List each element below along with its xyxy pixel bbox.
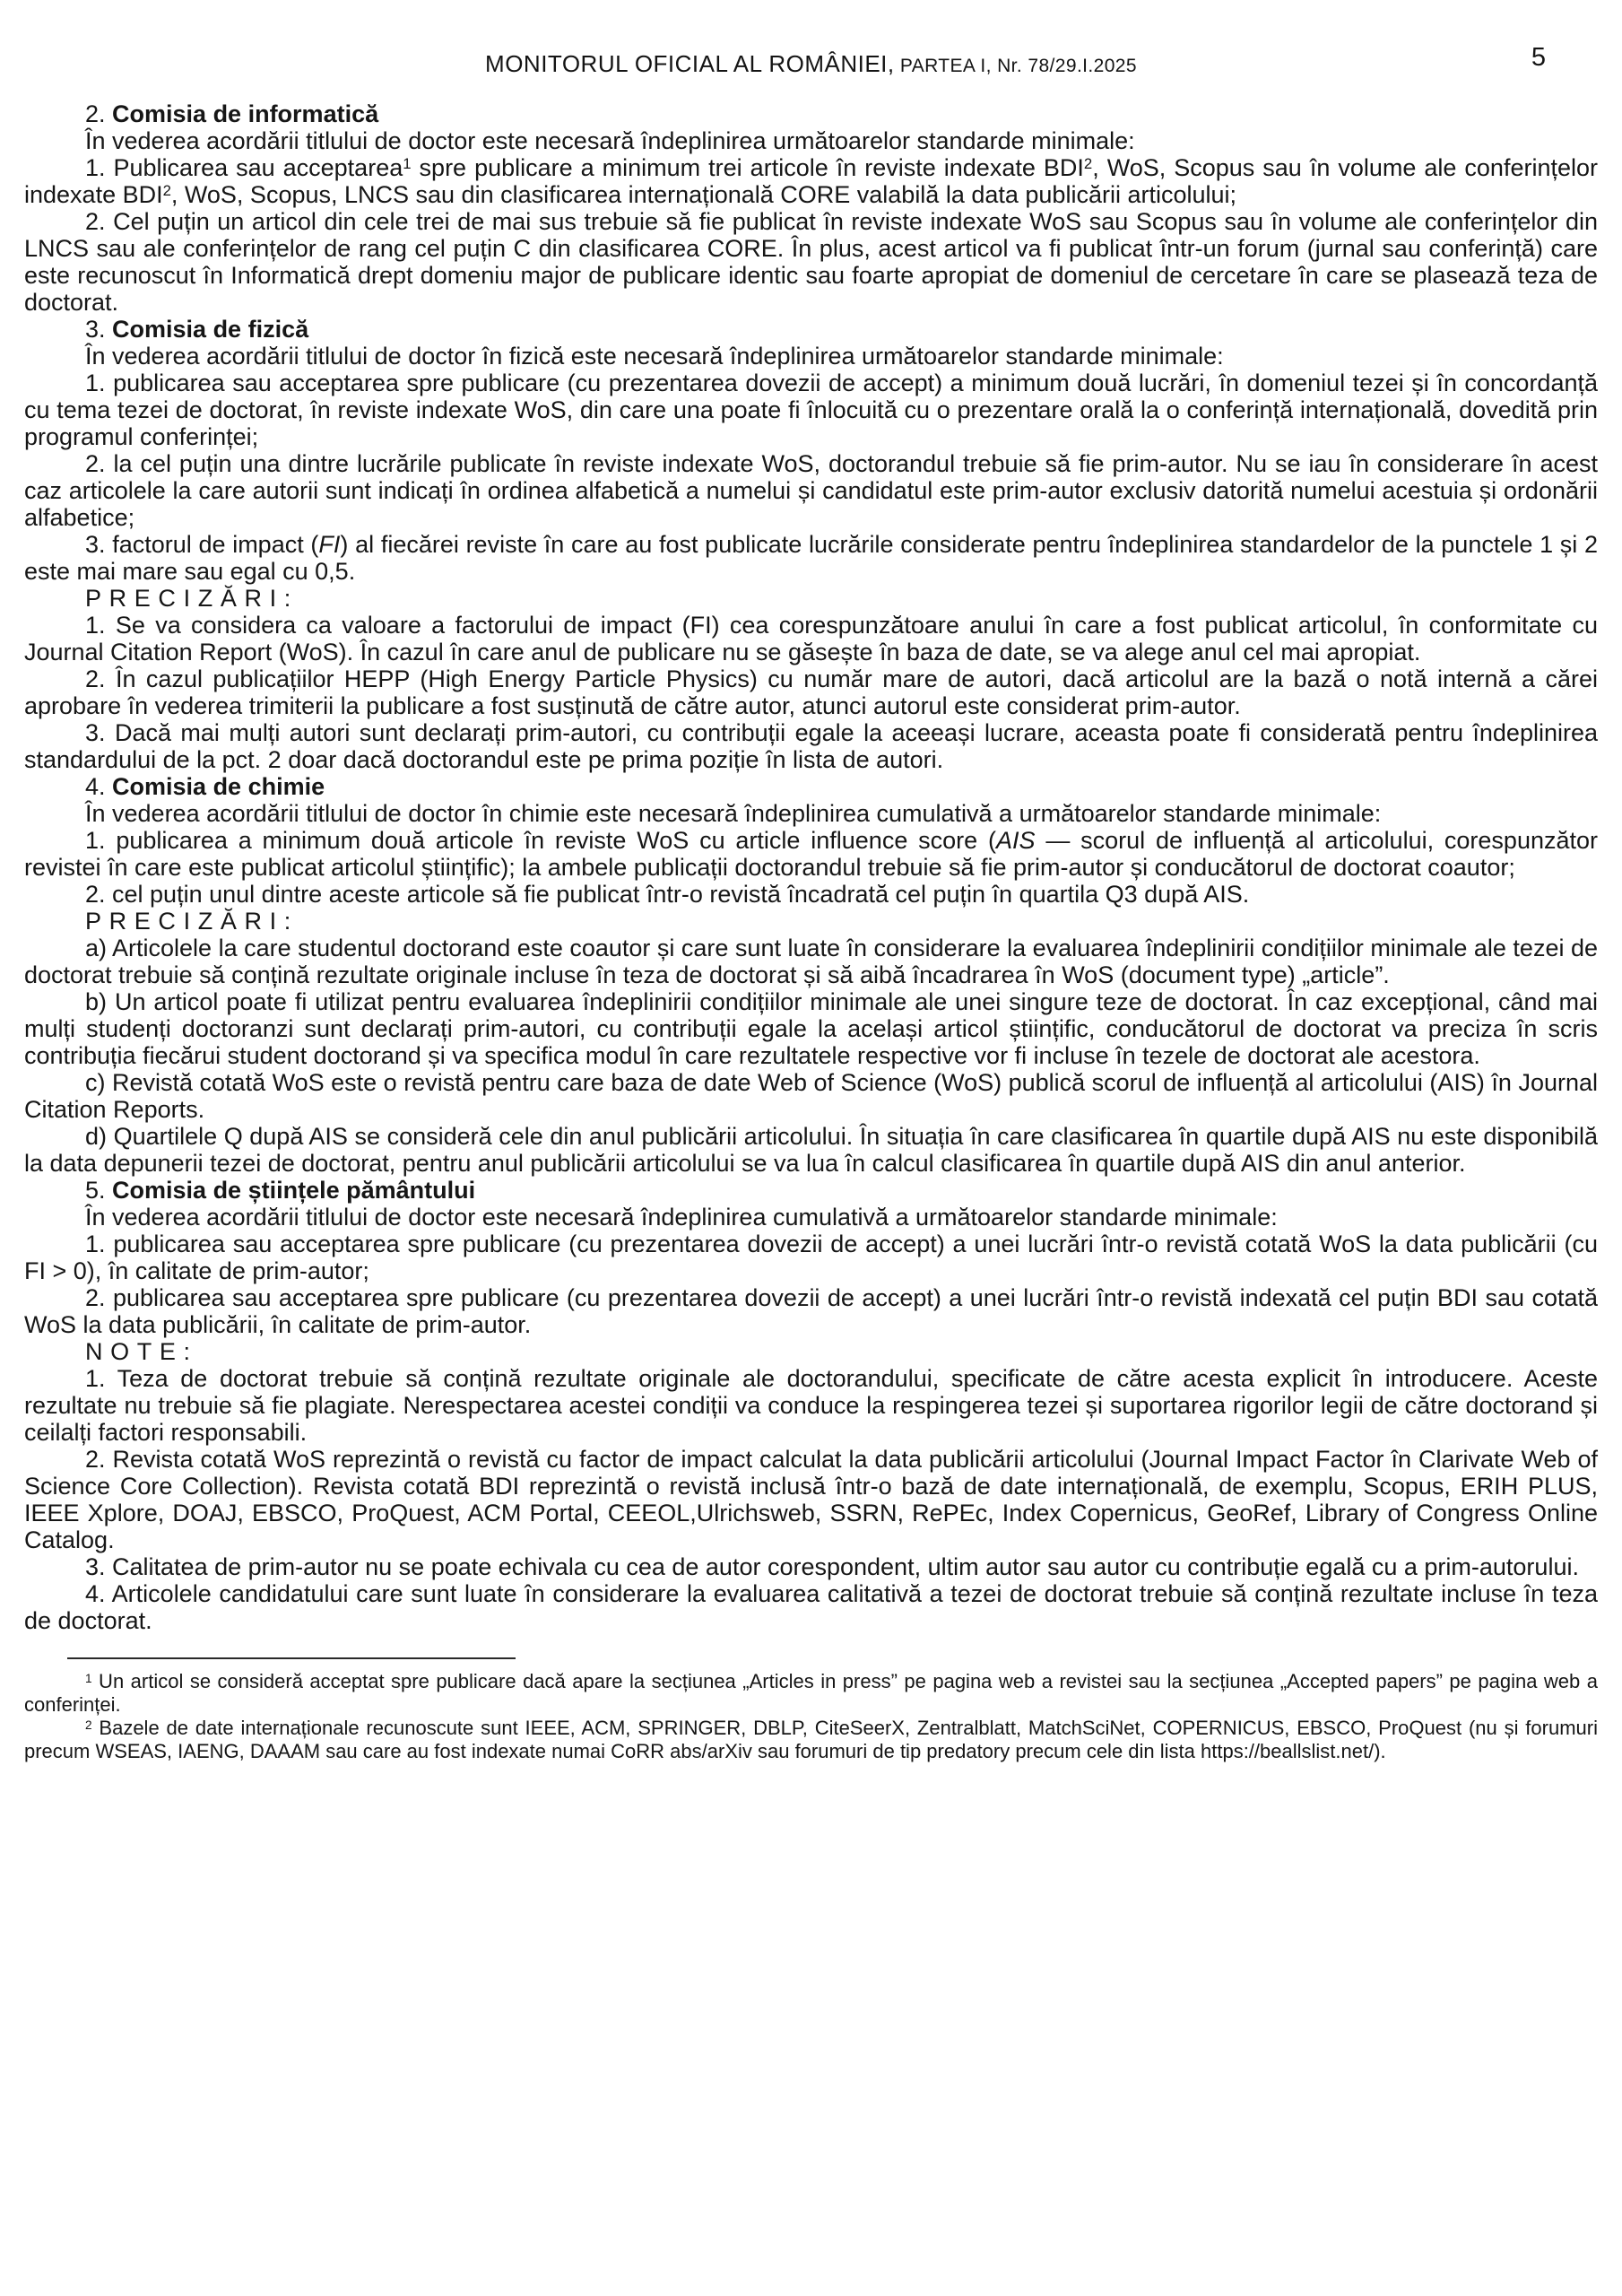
text-run: 2. bbox=[85, 100, 113, 127]
paragraph bbox=[24, 719, 1598, 773]
section-heading bbox=[24, 1177, 1598, 1204]
subsection-label bbox=[24, 585, 1598, 612]
subsection-label bbox=[24, 1338, 1598, 1365]
paragraph bbox=[24, 450, 1598, 531]
paragraph bbox=[24, 154, 1598, 208]
footnote-reference: 2 bbox=[162, 182, 171, 200]
text-run: NOTE: bbox=[85, 1338, 198, 1365]
section-heading bbox=[24, 316, 1598, 343]
text-run: 4. Articolele candidatului care sunt luate în considerare la evaluarea calitativă a tezei de doctorat trebuie să conțină rezultate incluse în teza de doctorat. bbox=[24, 1580, 1598, 1634]
section-heading bbox=[24, 100, 1598, 127]
paragraph bbox=[24, 988, 1598, 1069]
journal-title-part: PARTEA I, Nr. 78/29.I.2025 bbox=[894, 56, 1137, 76]
text-run: 2. la cel puțin una dintre lucrările publicate în reviste indexate WoS, doctorandul trebuie să fie prim-autor. Nu se iau în considerare în acest caz articolele la care autorii sunt indicați în ordinea alfabetică a numelui și candidatul este prim-autor exclusiv datorită numelui acestuia și ordonării alfabetice; bbox=[24, 450, 1598, 531]
text-run: 2. Revista cotată WoS reprezintă o revistă cu factor de impact calculat la data publicării articolului (Journal Impact Factor în Clarivate Web of Science Core Collection). Revista cotată BDI reprezintă o revistă inclusă într-o bază de date internațională, de exemplu, Scopus, ERIH PLUS, IEEE Xplore, DOAJ, EBSCO, ProQuest, ACM Portal, CEEOL,Ulrichsweb, SSRN, RePEc, Index Copernicus, GeoRef, Library of Congress Online Catalog. bbox=[24, 1446, 1598, 1553]
text-run: — scorul de influență al articolului, corespunzător revistei în care este publicat articolul științific); la ambele publicații doctorandul trebuie să fie prim-autor și conducătorul de doctorat coautor; bbox=[24, 827, 1599, 881]
text-run: În vederea acordării titlului de doctor în chimie este necesară îndeplinirea cumulativă a următoarelor standarde minimale: bbox=[85, 800, 1382, 827]
paragraph bbox=[24, 1365, 1598, 1446]
text-run: 5. bbox=[85, 1177, 113, 1204]
paragraph bbox=[24, 665, 1598, 719]
paragraph bbox=[24, 800, 1598, 827]
text-run: 1. Publicarea sau acceptarea bbox=[85, 154, 403, 181]
text-run: a) Articolele la care studentul doctorand este coautor și care sunt luate în considerare la evaluarea îndeplinirii condițiilor minimale ale tezei de doctorat trebuie să conțină rezultate originale incluse în teza de doctorat și să aibă încadrarea în WoS (document type) „article”. bbox=[24, 935, 1598, 988]
text-run: 1. Se va considera ca valoare a factorului de impact (FI) cea corespunzătoare anului în care a fost publicat articolul, în conformitate cu Journal Citation Report (WoS). În cazul în care anul de publicare nu se găsește în baza de date, se va alege anul cel mai apropiat. bbox=[24, 612, 1598, 665]
paragraph bbox=[24, 1553, 1598, 1580]
text-run: În vederea acordării titlului de doctor este necesară îndeplinirea următoarelor standarde minimale: bbox=[85, 127, 1135, 154]
paragraph bbox=[24, 208, 1598, 316]
paragraph bbox=[24, 531, 1598, 585]
paragraph bbox=[24, 881, 1598, 908]
text-run: , WoS, Scopus, LNCS sau din clasificarea internațională CORE valabilă la data publicării articolului; bbox=[170, 181, 1236, 208]
paragraph bbox=[24, 827, 1598, 881]
text-run: , WoS, Scopus sau în volume ale conferințelor indexate BDI bbox=[24, 154, 1598, 208]
footnote bbox=[24, 1717, 1598, 1763]
paragraph bbox=[24, 1446, 1598, 1553]
text-run: Comisia de chimie bbox=[112, 773, 325, 800]
text-run: 3. Calitatea de prim-autor nu se poate echivala cu cea de autor corespondent, ultim autor sau autor cu contribuție egală cu a prim-autorului. bbox=[85, 1553, 1579, 1580]
paragraph bbox=[24, 1123, 1598, 1177]
footnote-reference: 2 bbox=[85, 1718, 92, 1732]
text-run: d) Quartilele Q după AIS se consideră cele din anul publicării articolului. În situația în care clasificarea în quartile după AIS nu este disponibilă la data depunerii tezei de doctorat, pentru anul publicării articolului se va lua în calcul clasificarea în quartile după AIS din anul anterior. bbox=[24, 1123, 1598, 1177]
paragraph bbox=[24, 1204, 1598, 1231]
paragraph bbox=[24, 127, 1598, 154]
text-run: PRECIZĂRI: bbox=[85, 585, 299, 612]
text-run: ) al fiecărei reviste în care au fost publicate lucrările considerate pentru îndeplinirea standardelor de la punctele 1 și 2 este mai mare sau egal cu 0,5. bbox=[24, 531, 1598, 585]
text-run: 1. publicarea a minimum două articole în reviste WoS cu article influence score ( bbox=[85, 827, 996, 854]
text-run: b) Un articol poate fi utilizat pentru evaluarea îndeplinirii condițiilor minimale ale unei singure teze de doctorat. În caz excepțional, când mai mulți studenți doctoranzi sunt declarați prim-autori, cu contribuții egale la același articol științific, conducătorul de doctorat va preciza în scris contribuția fiecărui student doctorand și va specifica modul în care rezultatele respective vor fi incluse în tezele de doctorat ale acestora. bbox=[24, 988, 1598, 1069]
page-header bbox=[24, 43, 1598, 84]
subsection-label bbox=[24, 908, 1598, 935]
text-run: FI bbox=[318, 531, 341, 558]
paragraph bbox=[24, 370, 1598, 450]
text-run: În vederea acordării titlului de doctor în fizică este necesară îndeplinirea următoarelor standarde minimale: bbox=[85, 343, 1224, 370]
footnote-reference: 1 bbox=[403, 155, 412, 173]
paragraph bbox=[24, 1231, 1598, 1284]
text-run: În vederea acordării titlului de doctor este necesară îndeplinirea cumulativă a următoarelor standarde minimale: bbox=[85, 1204, 1278, 1231]
section-heading bbox=[24, 773, 1598, 800]
paragraph bbox=[24, 1284, 1598, 1338]
page-number: 5 bbox=[1531, 43, 1546, 72]
text-run: Bazele de date internaționale recunoscute sunt IEEE, ACM, SPRINGER, DBLP, CiteSeerX, Zentralblatt, MatchSciNet, COPERNICUS, EBSCO, ProQuest (nu și forumuri precum WSEAS, IAENG, DAAAM sau care au fost indexate numai CoRR abs/arXiv sau forumuri de tip predatory precum cele din lista https://beallslist.net/). bbox=[24, 1717, 1598, 1762]
text-run: Comisia de fizică bbox=[112, 316, 309, 343]
text-run: AIS bbox=[995, 827, 1036, 854]
text-run: spre publicare a minimum trei articole în reviste indexate BDI bbox=[411, 154, 1084, 181]
paragraph bbox=[24, 343, 1598, 370]
text-run: 4. bbox=[85, 773, 113, 800]
footnote bbox=[24, 1670, 1598, 1717]
document-body bbox=[24, 100, 1598, 1634]
text-run: 1. publicarea sau acceptarea spre publicare (cu prezentarea dovezii de accept) a unei lucrări într-o revistă cotată WoS la data publicării (cu FI > 0), în calitate de prim-autor; bbox=[24, 1231, 1598, 1284]
text-run: 2. publicarea sau acceptarea spre publicare (cu prezentarea dovezii de accept) a unei lucrări într-o revistă indexată cel puțin BDI sau cotată WoS la data publicării, în calitate de prim-autor. bbox=[24, 1284, 1598, 1338]
footnotes bbox=[24, 1670, 1598, 1763]
journal-title bbox=[485, 50, 1137, 77]
text-run: Comisia de informatică bbox=[112, 100, 379, 127]
paragraph bbox=[24, 1069, 1598, 1123]
text-run: c) Revistă cotată WoS este o revistă pentru care baza de date Web of Science (WoS) publică scorul de influență al articolului (AIS) în Journal Citation Reports. bbox=[24, 1069, 1598, 1123]
text-run: 2. cel puțin unul dintre aceste articole să fie publicat într-o revistă încadrată cel puțin în quartila Q3 după AIS. bbox=[85, 881, 1250, 908]
journal-title-main: MONITORUL OFICIAL AL ROMÂNIEI, bbox=[485, 50, 895, 77]
text-run: 3. factorul de impact ( bbox=[85, 531, 319, 558]
text-run: 1. publicarea sau acceptarea spre publicare (cu prezentarea dovezii de accept) a minimum două lucrări, în domeniul tezei și în concordanță cu tema tezei de doctorat, în reviste indexate WoS, din care una poate fi înlocuită cu o prezentare orală la o conferință internațională, dovedită prin programul conferinței; bbox=[24, 370, 1598, 450]
text-run: Comisia de științele pământului bbox=[112, 1177, 476, 1204]
footnote-reference: 1 bbox=[85, 1671, 92, 1685]
footnote-reference: 2 bbox=[1083, 155, 1093, 173]
text-run: 2. Cel puțin un articol din cele trei de mai sus trebuie să fie publicat în reviste indexate WoS sau Scopus sau în volume ale conferințelor din LNCS sau ale conferințelor de rang cel puțin C din clasificarea CORE. În plus, acest articol va fi publicat într-un forum (jurnal sau conferință) care este recunoscut în Informatică drept domeniu major de publicare identic sau foarte apropiat de domeniul de cercetare în care se plasează teza de doctorat. bbox=[24, 208, 1598, 316]
text-run: 3. Dacă mai mulți autori sunt declarați prim-autori, cu contribuții egale la aceeași lucrare, aceasta poate fi considerată pentru îndeplinirea standardului de la pct. 2 doar dacă doctorandul este pe prima poziție în lista de autori. bbox=[24, 719, 1598, 773]
paragraph bbox=[24, 1580, 1598, 1634]
paragraph bbox=[24, 935, 1598, 988]
text-run: Un articol se consideră acceptat spre publicare dacă apare la secțiunea „Articles in press” pe pagina web a revistei sau la secțiunea „Accepted papers” pe pagina web a conferinței. bbox=[24, 1670, 1598, 1716]
text-run: 2. În cazul publicațiilor HEPP (High Energy Particle Physics) cu număr mare de autori, dacă articolul are la bază o notă internă a cărei aprobare în vederea trimiterii la publicare a fost susținută de către autor, atunci autorul este considerat prim-autor. bbox=[24, 665, 1598, 719]
footnote-separator bbox=[67, 1657, 516, 1659]
text-run: PRECIZĂRI: bbox=[85, 908, 299, 935]
text-run: 3. bbox=[85, 316, 113, 343]
text-run: 1. Teza de doctorat trebuie să conțină rezultate originale ale doctorandului, specificate de către acesta explicit în introducere. Aceste rezultate nu trebuie să fie plagiate. Nerespectarea acestei condiții va conduce la respingerea tezei și suportarea rigorilor legii de către doctorand și ceilalți factori responsabili. bbox=[24, 1365, 1598, 1446]
paragraph bbox=[24, 612, 1598, 665]
